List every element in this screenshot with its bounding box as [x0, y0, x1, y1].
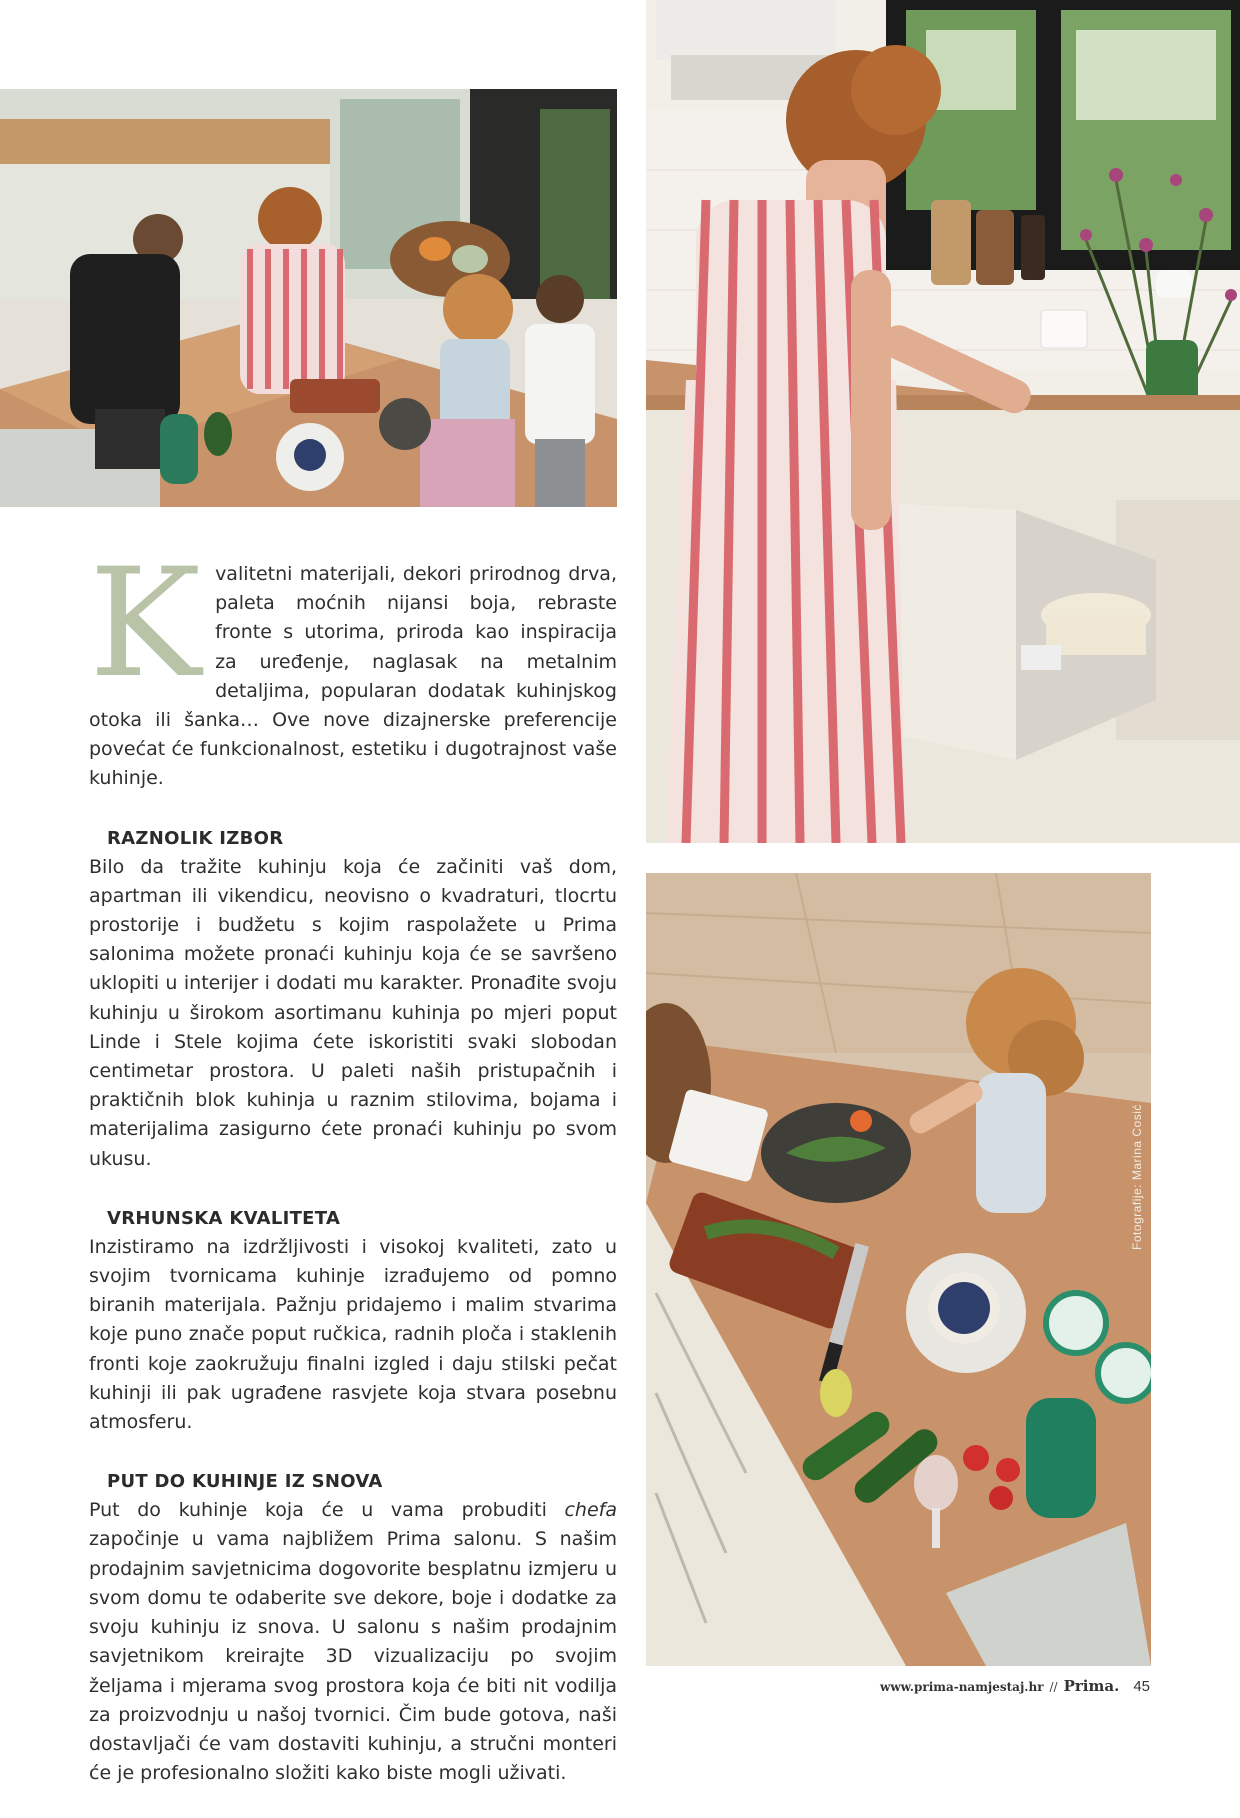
footer-separator: //	[1049, 1680, 1058, 1694]
brand-logo-text: Prima.	[1063, 1677, 1120, 1695]
website-url[interactable]: www.prima-namjestaj.hr	[880, 1680, 1044, 1694]
article-body	[89, 537, 617, 1818]
text-span: započinje u vama najbližem Prima salonu. S našim prodajnim savjetnicima dogovorite besplatnu izmjeru u svom domu te odaberite sve dekore, boje i dodatke za svoju kuhinju iz snova. U salonu s našim prodajnim savjetnikom kreirajte 3D vizualizaciju po svojim željama i mjerama svog prostora koja će biti nit vodilja za proizvodnju u našoj tvornici. Čim bude gotova, naši dostavljači će vam dostaviti kuhinju, a stručni monteri će je profesionalno složiti kako biste mogli uživati.	[89, 1528, 617, 1785]
family-kitchen-illustration	[0, 89, 617, 507]
drop-cap: K	[89, 537, 202, 711]
section-text-put-do-kuhinje	[89, 1496, 617, 1788]
section-text-vrhunska-kvaliteta: Inzistiramo na izdržljivosti i visokoj kvaliteti, zato u svojim tvornicama kuhinje izrađujemo od pomno biranih materijala. Pažnju pridajemo i malim stvarima koje puno znače poput ručkica, radnih ploča i staklenih fronti koje zaokružuju finalni izgled i daju stilski pečat kuhinji ili pak ugrađene rasvjete koja stvara posebnu atmosferu.	[89, 1235, 617, 1434]
section-heading-put-do-kuhinje: PUT DO KUHINJE IZ SNOVA	[107, 1471, 383, 1493]
text-emphasis: chefa	[564, 1499, 617, 1522]
countertop-illustration	[646, 873, 1151, 1666]
intro-paragraph: valitetni materijali, dekori prirodnog drva, paleta moćnih nijansi boja, rebraste fronte s utorima, priroda kao inspiracija za uređenje, naglasak na metalnim detaljima, popularan dodatak kuhinjskog otoka ili šanka… Ove nove dizajnerske preferencije povećat će funkcionalnost, estetiku i dugotrajnost vaše kuhinje.	[89, 563, 617, 790]
photo-woman-drawer	[646, 0, 1240, 843]
page-number: 45	[1133, 1678, 1150, 1695]
photo-credit: Fotografije: Marina Cosić	[1130, 1104, 1144, 1250]
section-text-raznolik-izbor: Bilo da tražite kuhinju koja će začiniti vaš dom, apartman ili vikendicu, neovisno o kvadraturi, tlocrtu prostorije i budžetu s kojim raspolažete u Prima salonima možete pronaći kuhinju koja će se savršeno uklopiti u interijer i dodati mu karakter. Pronađite svoju kuhinju u širokom asortimanu kuhinja po mjeri poput Linde i Stele kojima ćete iskoristiti svaki slobodan centimetar prostora. U paleti naših pristupačnih i praktičnih blok kuhinja u raznim stilovima, bojama i materijalima zasigurno ćete pronaći kuhinju po svom ukusu.	[89, 855, 617, 1170]
photo-countertop-girl	[646, 873, 1151, 1666]
section-heading-raznolik-izbor: RAZNOLIK IZBOR	[107, 827, 284, 849]
text-span: Put do kuhinje koja će u vama probuditi	[89, 1499, 565, 1522]
page-footer	[880, 1677, 1150, 1695]
woman-drawer-illustration	[646, 0, 1240, 843]
section-heading-vrhunska-kvaliteta: VRHUNSKA KVALITETA	[107, 1207, 341, 1229]
photo-family-kitchen	[0, 89, 617, 507]
